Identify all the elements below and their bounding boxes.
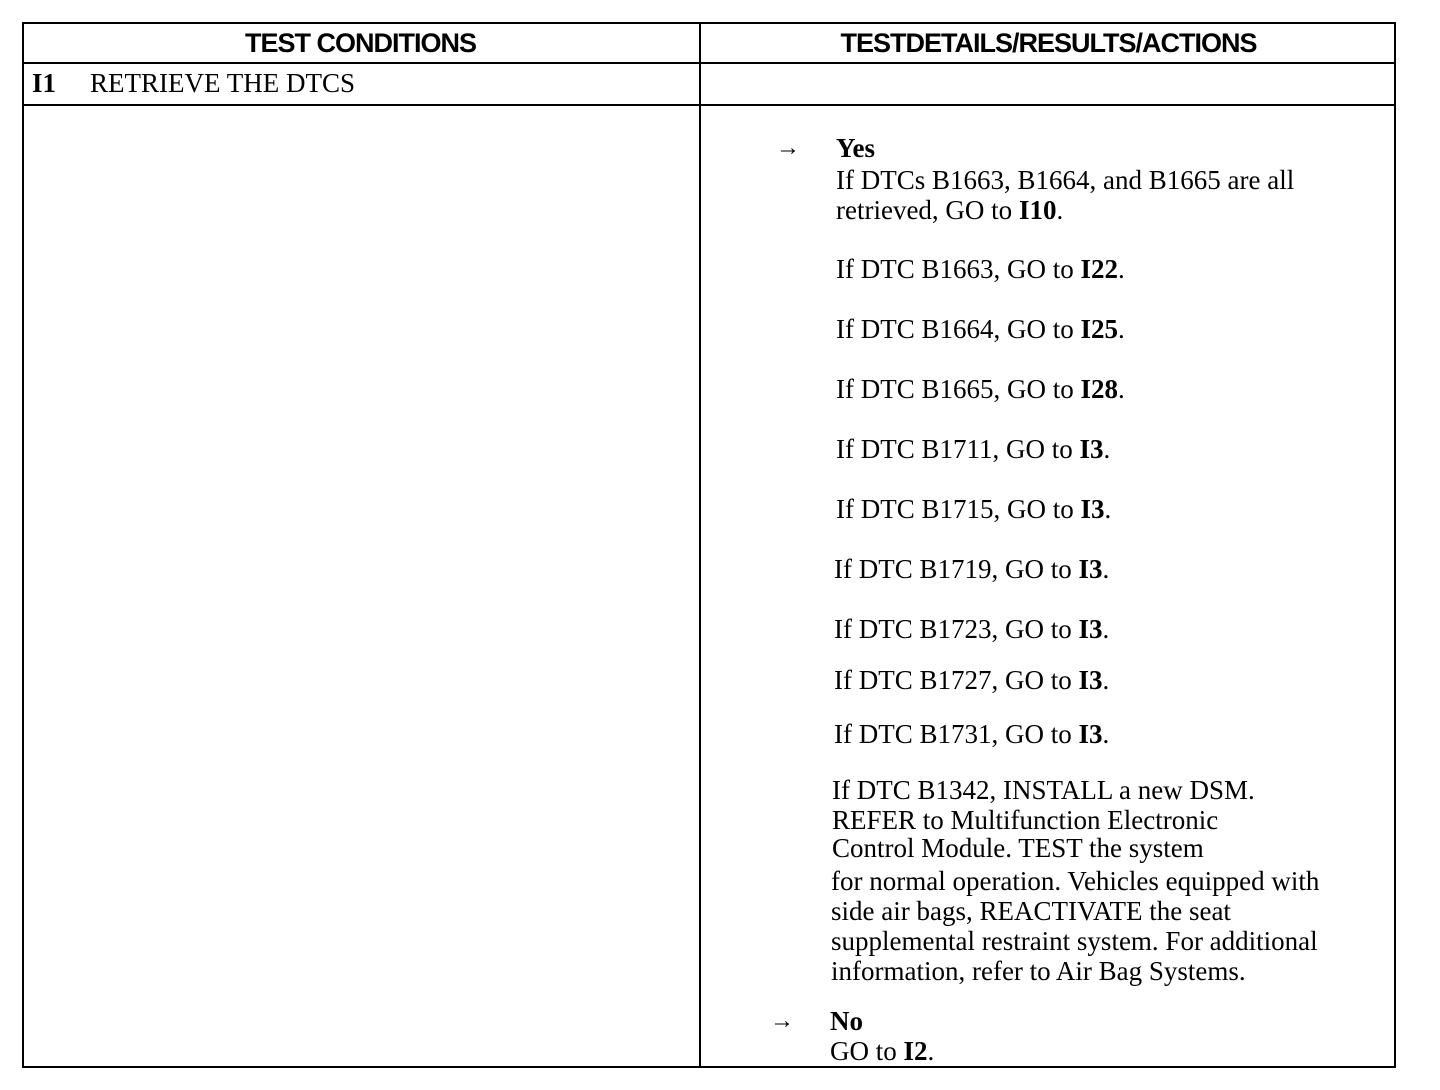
- header-test-details: TESTDETAILS/RESULTS/ACTIONS: [840, 27, 1257, 58]
- action-item: If DTC B1665, GO to I28.: [836, 374, 1125, 404]
- ref-step: I3: [1078, 614, 1103, 644]
- action-item: If DTC B1719, GO to I3.: [834, 554, 1110, 584]
- ref-step: I3: [1080, 494, 1105, 524]
- no-arrow-icon: →: [770, 1008, 794, 1034]
- b1342-line: If DTC B1342, INSTALL a new DSM.: [832, 775, 1255, 805]
- action-item: If DTC B1723, GO to I3.: [834, 614, 1110, 644]
- section-title-row: [32, 64, 355, 102]
- b1342-line: supplemental restraint system. For additional: [831, 926, 1318, 956]
- yes-arrow-icon: →: [776, 135, 800, 161]
- ref-step: I3: [1078, 554, 1103, 584]
- ref-step: I28: [1080, 374, 1119, 404]
- section-number: I1: [32, 67, 57, 98]
- yes-all-dtcs-line1: If DTCs B1663, B1664, and B1665 are all: [836, 165, 1295, 195]
- action-item: If DTC B1711, GO to I3.: [836, 434, 1111, 464]
- section-divider: [22, 104, 1396, 106]
- yes-all-dtcs-line2: retrieved, GO to I10.: [836, 195, 1064, 225]
- action-item: If DTC B1663, GO to I22.: [836, 254, 1125, 284]
- ref-step: I25: [1080, 314, 1119, 344]
- ref-step: I3: [1078, 665, 1103, 695]
- ref-step: I3: [1079, 434, 1104, 464]
- ref-step: I2: [903, 1036, 928, 1066]
- action-item: If DTC B1731, GO to I3.: [834, 719, 1110, 749]
- no-action: GO to I2.: [830, 1036, 935, 1066]
- section-title: RETRIEVE THE DTCS: [90, 67, 355, 98]
- b1342-line: side air bags, REACTIVATE the seat: [831, 896, 1231, 926]
- action-item: If DTC B1664, GO to I25.: [836, 314, 1125, 344]
- b1342-line: for normal operation. Vehicles equipped with: [831, 866, 1320, 896]
- yes-label: Yes: [836, 133, 875, 163]
- header-test-conditions: TEST CONDITIONS: [244, 27, 476, 58]
- action-item: If DTC B1727, GO to I3.: [834, 665, 1110, 695]
- b1342-line: REFER to Multifunction Electronic: [832, 805, 1219, 835]
- column-divider: [699, 22, 701, 1068]
- no-label: No: [830, 1006, 863, 1036]
- b1342-line: Control Module. TEST the system: [832, 833, 1204, 863]
- ref-step: I22: [1080, 254, 1119, 284]
- action-item: If DTC B1715, GO to I3.: [836, 494, 1112, 524]
- ref-step: I3: [1078, 719, 1103, 749]
- b1342-line: information, refer to Air Bag Systems.: [831, 956, 1246, 986]
- ref-step: I10: [1018, 195, 1057, 225]
